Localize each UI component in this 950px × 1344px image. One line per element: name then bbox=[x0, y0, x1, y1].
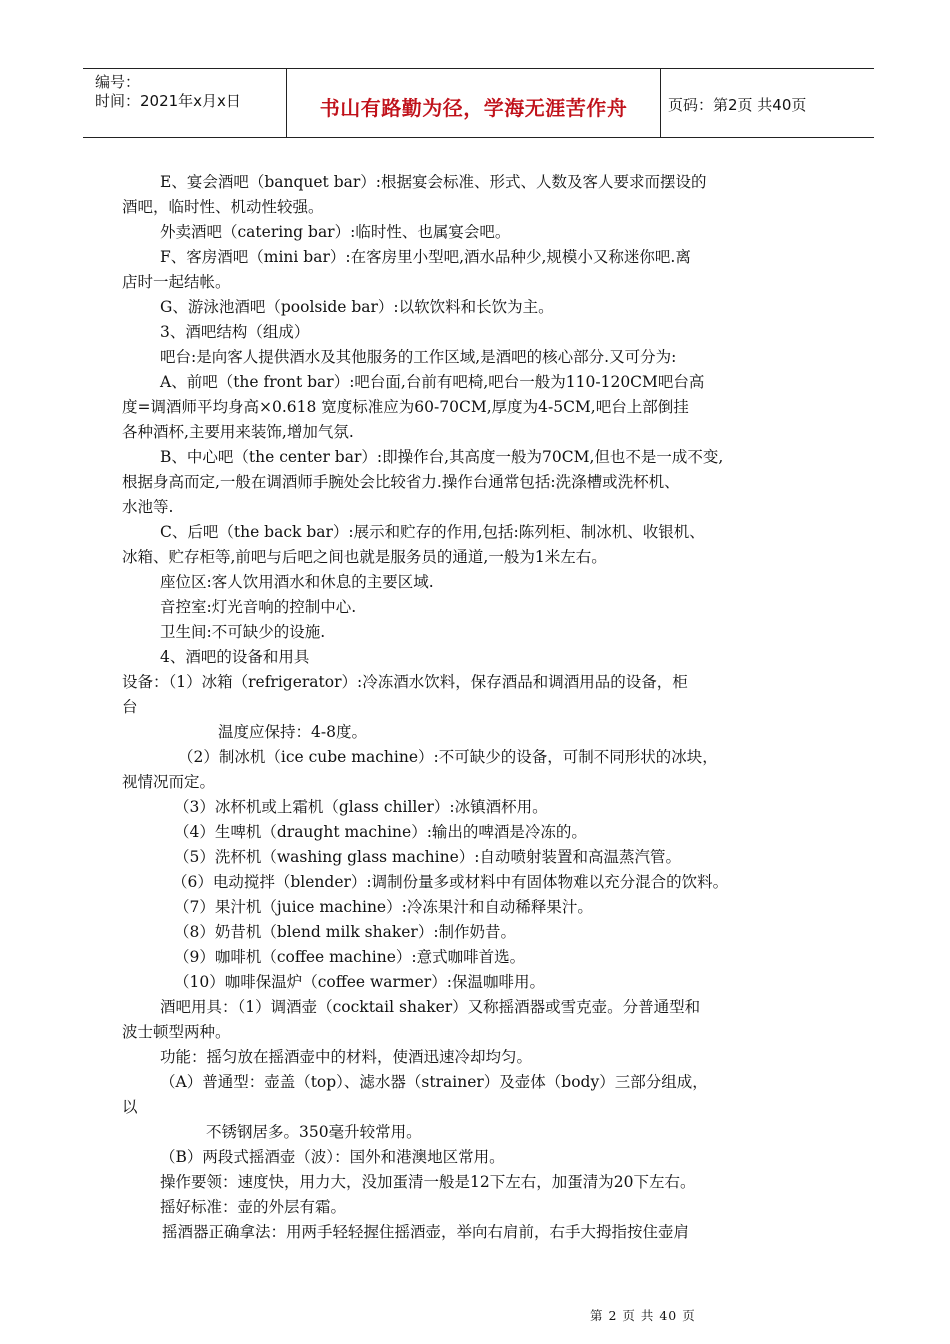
text-line: （4）生啤机（draught machine）:输出的啤酒是冷冻的。 bbox=[174, 823, 587, 841]
text-line: 酒吧，临时性、机动性较强。 bbox=[122, 198, 324, 216]
text-line: 操作要领：速度快，用力大，没加蛋清一般是12下左右，加蛋清为20下左右。 bbox=[160, 1173, 696, 1191]
text-line: 摇好标准：壶的外层有霜。 bbox=[160, 1198, 347, 1216]
text-line: 温度应保持：4-8度。 bbox=[218, 723, 367, 741]
text-line: （3）冰杯机或上霜机（glass chiller）:冰镇酒杯用。 bbox=[174, 798, 548, 816]
text-line: F、客房酒吧（mini bar）:在客房里小型吧,酒水品种少,规模小又称迷你吧.离 bbox=[160, 248, 691, 266]
text-line: 冰箱、贮存柜等,前吧与后吧之间也就是服务员的通道,一般为1米左右。 bbox=[122, 548, 607, 566]
header-meta bbox=[83, 69, 286, 137]
header-page-cell bbox=[659, 69, 874, 137]
text-line: （A）普通型：壶盖（top）、滤水器（strainer）及壶体（body）三部分组成， bbox=[160, 1073, 708, 1091]
text-line: 根据身高而定,一般在调酒师手腕处会比较省力.操作台通常包括:洗涤槽或洗杯机、 bbox=[122, 473, 680, 491]
text-line: 吧台:是向客人提供酒水及其他服务的工作区域,是酒吧的核心部分.又可分为: bbox=[160, 348, 677, 366]
text-line: （8）奶昔机（blend milk shaker）:制作奶昔。 bbox=[174, 923, 517, 941]
text-line: 以 bbox=[122, 1098, 138, 1116]
text-line: 度=调酒师平均身高×0.618 宽度标准应为60-70CM,厚度为4-5CM,吧台上部倒挂 bbox=[122, 398, 689, 416]
text-line: 不锈钢居多。350毫升较常用。 bbox=[206, 1123, 422, 1141]
page-footer: 第 2 页 共 40 页 bbox=[590, 1308, 696, 1323]
text-line: A、前吧（the front bar）:吧台面,台前有吧椅,吧台一般为110-120CM吧台高 bbox=[160, 373, 705, 391]
text-line: C、后吧（the back bar）:展示和贮存的作用,包括:陈列柜、制冰机、收银机、 bbox=[160, 523, 705, 541]
text-line: （2）制冰机（ice cube machine）:不可缺少的设备，可制不同形状的冰块， bbox=[178, 748, 718, 766]
text-line: 视情况而定。 bbox=[122, 773, 216, 791]
page-header bbox=[83, 68, 874, 138]
text-line: B、中心吧（the center bar）:即操作台,其高度一般为70CM,但也不是一成不变, bbox=[160, 448, 724, 466]
text-line: 摇酒器正确拿法：用两手轻轻握住摇酒壶，举向右肩前，右手大拇指按住壶肩 bbox=[162, 1223, 690, 1241]
text-line: 座位区:客人饮用酒水和休息的主要区域. bbox=[160, 573, 434, 591]
text-line: 设备：（1）冰箱（refrigerator）:冷冻酒水饮料，保存酒品和调酒用品的设备，柜 bbox=[122, 673, 688, 691]
text-line: 店时一起结帐。 bbox=[122, 273, 231, 291]
text-line: （7）果汁机（juice machine）:冷冻果汁和自动稀释果汁。 bbox=[174, 898, 593, 916]
text-line: 音控室:灯光音响的控制中心. bbox=[160, 598, 357, 616]
section-heading: 4、酒吧的设备和用具 bbox=[160, 648, 310, 666]
text-line: （9）咖啡机（coffee machine）:意式咖啡首选。 bbox=[174, 948, 526, 966]
text-line: 外卖酒吧（catering bar）:临时性、也属宴会吧。 bbox=[160, 223, 511, 241]
page-number-label: 页码：第2页 共40页 bbox=[668, 96, 807, 114]
text-line: 功能：摇匀放在摇酒壶中的材料，使酒迅速冷却均匀。 bbox=[160, 1048, 533, 1066]
text-line: 波士顿型两种。 bbox=[122, 1023, 231, 1041]
text-line: （B）两段式摇酒壶（波）：国外和港澳地区常用。 bbox=[160, 1148, 505, 1166]
text-line: G、游泳池酒吧（poolside bar）:以软饮料和长饮为主。 bbox=[160, 298, 554, 316]
motto: 书山有路勤为径，学海无涯苦作舟 bbox=[319, 96, 628, 120]
number-label: 编号： bbox=[95, 73, 141, 91]
text-line: 水池等. bbox=[122, 498, 174, 516]
section-heading: 3、酒吧结构（组成） bbox=[160, 323, 310, 341]
text-line: （5）洗杯机（washing glass machine）:自动喷射装置和高温蒸汽管。 bbox=[174, 848, 681, 866]
text-line: 台 bbox=[122, 698, 138, 716]
time-label: 时间：2021年x月x日 bbox=[95, 92, 241, 110]
text-line: 卫生间:不可缺少的设施. bbox=[160, 623, 326, 641]
text-line: E、宴会酒吧（banquet bar）:根据宴会标准、形式、人数及客人要求而摆设的 bbox=[160, 173, 707, 191]
text-line: （10）咖啡保温炉（coffee warmer）:保温咖啡用。 bbox=[174, 973, 545, 991]
text-line: 酒吧用具：（1）调酒壶（cocktail shaker）又称摇酒器或雪克壶。分普通型和 bbox=[160, 998, 701, 1016]
text-line: 各种酒杯,主要用来装饰,增加气氛. bbox=[122, 423, 354, 441]
text-line: （6）电动搅拌（blender）:调制份量多或材料中有固体物难以充分混合的饮料。 bbox=[172, 873, 729, 891]
header-motto-cell bbox=[286, 69, 661, 137]
